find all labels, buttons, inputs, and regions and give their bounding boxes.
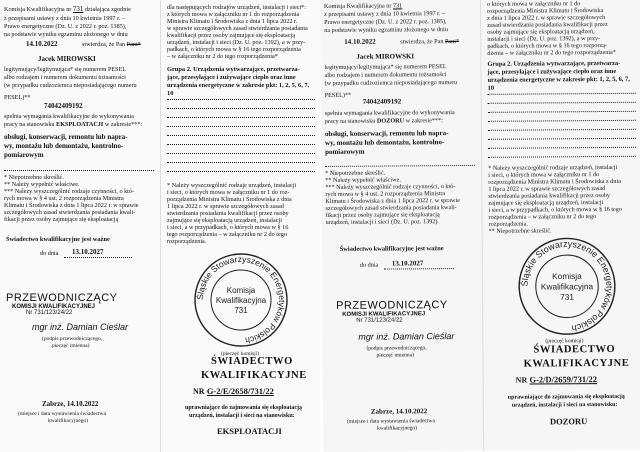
line: stwierdza, że Pan — [400, 38, 444, 46]
validity-underline — [384, 268, 454, 269]
scope: wy, montażu lub demontażu, kontrolno- — [324, 138, 445, 147]
line: o których mowa w załączniku nr 1 do — [487, 0, 581, 8]
line: spełnia wymagania kwalifikacyjne do wykonywania — [4, 113, 134, 120]
footnote: rych mowa w § 4 ust. 2 rozporządzenia Ministra — [4, 195, 124, 202]
blank-line — [167, 117, 315, 118]
footnote: i sieci, a w przypadkach, o których mowa w § 16 — [167, 224, 289, 231]
validity-date: 13.10.2027 — [72, 248, 104, 256]
blank-line — [167, 162, 315, 163]
cert-number: G-2/E/2658/731/22 — [206, 386, 274, 396]
group: 10 — [167, 90, 174, 97]
footnote: stwierdzania posiadania kwalifikacji przez osoby — [488, 191, 611, 200]
blank-line — [488, 120, 636, 122]
line: PESEL)** — [4, 94, 31, 101]
entitle: uprawniające do zajmowania się eksploatacją — [507, 393, 625, 401]
footnote: 1 lipca 2022 r. w sprawie szczegółowych zasad — [167, 203, 284, 210]
place-caption: (miejsce i data wystawienia świadectwa — [346, 418, 435, 425]
cert-title: KWALIFIKACYJNE — [201, 370, 307, 381]
cert-title: ŚWIADECTWO — [533, 343, 616, 356]
scope: obsługi, konserwacji, remontu lub napra- — [4, 133, 128, 141]
place-caption: kwalifikacyjnego) — [376, 425, 418, 432]
footnote: urządzeń, instalacji i sieci (Dz. U. poz. 1392). — [325, 218, 439, 226]
commission-seal — [191, 250, 291, 350]
blank-line — [4, 170, 154, 171]
line: z których mowa w załączniku nr 1 do rozporządzenia — [167, 11, 300, 18]
blank-line — [167, 135, 315, 136]
blank-line — [488, 156, 636, 158]
line: instalacji i sieci (Dz. U. poz. 1392), a w przy- — [487, 35, 601, 43]
seal-caption: (pieczęć komisji) — [545, 338, 584, 345]
cert-number: G-2/D/2659/731/22 — [529, 374, 598, 385]
blank-line — [325, 165, 475, 167]
line: w sprawie szczegółowych zasad stwierdzania posiadania — [167, 25, 308, 32]
exam-date: 14.10.2022 — [344, 37, 376, 46]
footnote: * Niepotrzebne skreślić. — [325, 169, 386, 177]
footnote: Klimatu i Środowiska z dnia 1 lipca 2022 r. w sprawie — [4, 202, 139, 209]
blank-line — [488, 111, 636, 113]
line: – w załączniku nr 2 do tego rozporządzenia* — [167, 53, 278, 60]
line: pracy na stanowisku — [324, 117, 376, 125]
sig-caption: pieczęć imienna) — [52, 343, 90, 349]
footnote: rozporządzenia. — [488, 220, 528, 228]
footnote: ** Należy wypełnić właściwe. — [4, 181, 80, 188]
seal-caption: (pieczęć komisji) — [221, 351, 260, 357]
seal-center: 731 — [560, 291, 575, 302]
position-inline: EKSPLOATACJI — [56, 121, 104, 128]
group: jące, przesyłające i zużywające ciepło oraz inne — [167, 74, 296, 81]
chairman-no: Nr 731/123/24/22 — [356, 317, 403, 324]
fold-line — [160, 0, 161, 452]
chairman-signature: mgr inż. Damian Cieślar — [32, 322, 129, 332]
front-text-left — [2, 0, 159, 452]
line: albo rodzajem i numerem dokumentu tożsamości — [324, 71, 447, 79]
group: urządzenia energetyczne w zakresie pkt: 1, 2, 5, 6, 7, — [167, 82, 310, 89]
chairman-signature: mgr inż. Damian Cieślar — [358, 331, 455, 342]
footnote: tego rozporządzenia – w załączniku nr 2 do tego — [167, 231, 287, 238]
line: osoby zajmujące się eksploatacją urządzeń, — [487, 28, 595, 36]
line: (w przypadku cudzoziemca nieposiadającego numeru — [324, 79, 458, 87]
footnote: 1 lipca 2022 r. w sprawie szczegółowych zasad — [488, 185, 606, 193]
position: EKSPLOATACJI — [217, 426, 282, 436]
entitle: urządzeń, instalacji i sieci na stanowisku: — [189, 413, 295, 419]
footnote: rych mowa w § 4 ust. 2 rozporządzenia Ministra — [325, 190, 446, 198]
group: urządzenia energetyczne w zakresie pkt: 1, 2, 5, 6, 7, — [487, 75, 630, 84]
sig-caption: (podpis przewodniczącego, — [42, 336, 103, 342]
pesel: 74042409192 — [44, 102, 83, 110]
validity-label: Świadectwo kwalifikacyjne jest ważne — [6, 236, 110, 243]
footnote: i sieci, o których mowa w załączniku nr 1 do roz- — [167, 189, 290, 196]
line: padkach, o których mowa w § 16 tego rozporządzenia — [167, 46, 301, 53]
entitle: uprawniające do zajmowania się eksploatacją — [185, 405, 302, 411]
line: na podstawie wyniku egzaminu złożonego w dniu — [4, 31, 128, 38]
line: albo rodzajem i numerem dokumentu tożsamości — [4, 74, 126, 81]
footnote: rozporządzenia Ministra Klimatu i Środowiska z dnia — [488, 177, 621, 186]
line: kwalifikacji przez osoby zajmujące się eksploatacją — [167, 32, 295, 39]
blank-line — [167, 99, 315, 100]
back-text-right — [483, 0, 640, 451]
blank-line — [488, 147, 636, 149]
seal-center: Komisja — [226, 286, 256, 295]
position: DOZORU — [549, 416, 588, 427]
holder-name: Jacek MIROWSKI — [38, 55, 96, 63]
sig-caption: pieczęć imienna) — [376, 352, 414, 359]
line: z dnia 1 lipca 2022 r. w sprawie szczegółowych — [487, 14, 606, 22]
commission-no: 731 — [72, 5, 84, 13]
group: 10 — [487, 84, 495, 92]
cert-nr-label: NR — [515, 375, 528, 385]
chairman-title: PRZEWODNICZĄCY — [336, 299, 448, 312]
blank-line — [167, 126, 315, 127]
struck-word: Pani* — [126, 41, 141, 48]
line: urządzeń, instalacji i sieci (Dz. U. poz. 1392), a w przy- — [167, 39, 306, 46]
place-caption: kwalifikacyjnego) — [48, 418, 89, 424]
blank-line — [167, 153, 315, 154]
blank-line — [488, 102, 636, 104]
line: Prawo energetyczne (Dz. U. z 2022 r. poz. 1385), — [324, 18, 447, 26]
footnote: fikacji przez osoby zajmujące się eksploatacją — [4, 216, 119, 223]
blank-line — [167, 171, 315, 172]
cert-nr-label: NR — [193, 387, 205, 396]
line: pracy na stanowisku — [4, 121, 55, 128]
cert-title: ŚWIADECTWO — [211, 356, 293, 367]
line: spełnia wymagania kwalifikacyjne do wykonywania — [324, 109, 455, 117]
line: z przepisami ustawy z dnia 10 kwietnia 1997 r. – — [4, 15, 125, 22]
commission-no: 731 — [392, 2, 403, 10]
seal-center: 731 — [234, 306, 248, 315]
line: padkach, o których mowa w § 16 tego rozporzą- — [487, 41, 608, 50]
blank-line — [488, 129, 636, 131]
footnote: Klimatu i Środowiska z dnia 1 lipca 2022 r. w sprawie — [325, 197, 460, 205]
position-inline: DOZORU — [376, 117, 405, 125]
header: Komisja Kwalifikacyjna nr — [4, 6, 72, 13]
footnote: rozporządzenia – w załączniku nr 2 do tego — [488, 213, 597, 221]
blank-line — [167, 108, 315, 109]
seal-ring-text: Śląskie Stowarzyszenie Energetyków Polskich — [194, 253, 288, 346]
cert-title: KWALIFIKACYJNE — [523, 357, 630, 370]
footnote: porządzenia Ministra Klimatu i Środowiska z dnia — [167, 196, 292, 203]
seal-center: Kwalifikacyjna — [540, 281, 594, 292]
chairman-stamp — [6, 292, 118, 316]
line: stwierdza, że Pan — [82, 41, 126, 48]
certificate-right — [320, 0, 640, 452]
line: z przepisami ustawy z dnia 10 kwietnia 1997 r. – — [324, 10, 446, 18]
entitle: urządzeń, instalacji i sieci na stanowisku: — [511, 401, 618, 409]
chairman-sub: KOMISJI KWALIFIKACYJNEJ — [12, 304, 96, 310]
holder-name: Jacek MIROWSKI — [356, 52, 415, 61]
seal-center: Kwalifikacyjna — [215, 296, 267, 305]
validity-prefix: do dnia — [359, 261, 379, 269]
footnote: i sieci, o których mowa w załączniku nr 1 do — [488, 171, 600, 179]
footnote: i sieci, a w przypadkach, o których mowa w § 16 tego — [488, 205, 623, 214]
line: dla następujących rodzajów urządzeń, instalacji i sieci*: — [167, 4, 306, 11]
line: (w przypadku cudzoziemca nieposiadającego numeru — [4, 82, 137, 89]
place-caption: (miejsce i data wystawienia świadectwa — [18, 411, 106, 417]
line: w zakresie***: — [405, 117, 443, 125]
footnote: *** Należy wyszczególnić rodzaje czynności, o któ- — [4, 188, 135, 195]
group: Grupa 2. Urządzenia wytwarzające, przetwarza- — [487, 59, 621, 68]
validity-underline — [64, 257, 132, 258]
sig-caption: (podpis przewodniczącego, — [366, 345, 427, 352]
line: w zakresie***: — [104, 121, 143, 128]
blank-line — [488, 93, 636, 95]
commission-seal — [515, 234, 620, 339]
line: zasad stwierdzania posiadania kwalifikacji przez — [487, 20, 608, 29]
seal-center: Komisja — [552, 270, 582, 282]
scope: obsługi, konserwacji, remontu lub napra- — [324, 129, 449, 138]
place-date: Zabrze, 14.10.2022 — [370, 407, 428, 416]
seal-ring-text: Śląskie Stowarzyszenie Energetyków Polskich — [519, 238, 615, 334]
footnote: ** Należy wypełnić właściwe. — [325, 176, 401, 184]
validity-label: Świadectwo kwalifikacyjne jest ważne — [339, 245, 444, 253]
group: Grupa 2. Urządzenia wytwarzające, przetwarza- — [167, 66, 300, 73]
line: Ministra Klimatu i Środowiska z dnia 1 lipca 2022 r. — [167, 18, 298, 25]
footnote: rozporządzenia. — [167, 238, 207, 245]
chairman-no: Nr 731/123/24/22 — [26, 310, 73, 316]
chairman-sub: KOMISJI KWALIFIKACYJNEJ — [342, 311, 426, 318]
footnote: zajmujące się eksploatacją urządzeń, instalacji — [488, 199, 604, 207]
scope: wy, montażu lub demontażu, kontrolno- — [4, 142, 124, 150]
validity-prefix: do dnia — [40, 250, 59, 257]
footnote: fikacji przez osoby zajmujące się eksploatacją — [325, 211, 440, 219]
pesel: 74042409192 — [362, 97, 402, 106]
footnote: szczegółowych zasad stwierdzania posiadania kwali- — [325, 204, 457, 212]
footnote: * Niepotrzebne skreślić. — [4, 174, 64, 181]
footnote: ** Niepotrzebne skreślić. — [488, 227, 552, 235]
line: legitymujący/legitymująca* się numerem PESEL — [324, 63, 447, 71]
place-date: Zabrze, 14.10.2022 — [42, 400, 99, 408]
validity-date: 13.10.2027 — [391, 259, 424, 268]
footnote: stwierdzania posiadania kwalifikacji przez osoby — [167, 210, 289, 217]
line: na podstawie wyniku egzaminu złożonego w dniu — [324, 26, 448, 34]
front-text-right — [322, 0, 482, 452]
line: PESEL)** — [324, 91, 352, 99]
chairman-stamp — [336, 299, 448, 324]
line: Prawo energetyczne (Dz. U. z 2022 r. poz. 1385), — [4, 23, 127, 30]
header-tail: działająca zgodnie — [84, 6, 131, 13]
exam-date: 14.10.2022 — [26, 40, 58, 48]
footnote: zajmujące się eksploatacją urządzeń, instalacji — [167, 217, 282, 224]
footnote: *** Należy wyszczególnić rodzaje czynności, o któ- — [325, 183, 456, 191]
chairman-title: PRZEWODNICZĄCY — [6, 292, 118, 304]
footnote: * Należy wyszczególnić rodzaje urządzeń, instalacji — [167, 182, 297, 189]
line: legitymujący/legitymująca* się numerem PESEL — [4, 66, 127, 73]
group: jące, przesyłające i zużywające ciepło oraz inne — [487, 67, 617, 76]
footnote: szczegółowych zasad stwierdzania posiadania kwali- — [4, 209, 136, 216]
scope: pomiarowym — [325, 147, 365, 156]
line: dzenia – w załączniku nr 2 do tego rozporządzenia* — [487, 48, 616, 57]
header: Komisja Kwalifikacyjna nr — [324, 2, 392, 10]
scope: pomiarowym — [4, 151, 44, 159]
struck-word: Pani* — [444, 38, 460, 46]
footnote: * Należy wyszczególnić rodzaje urządzeń, instalacji — [488, 163, 618, 172]
line: rozporządzenia Ministra Klimatu i Środowiska — [487, 7, 604, 15]
blank-line — [167, 144, 315, 145]
back-text-left — [163, 0, 320, 452]
blank-line — [488, 138, 636, 140]
